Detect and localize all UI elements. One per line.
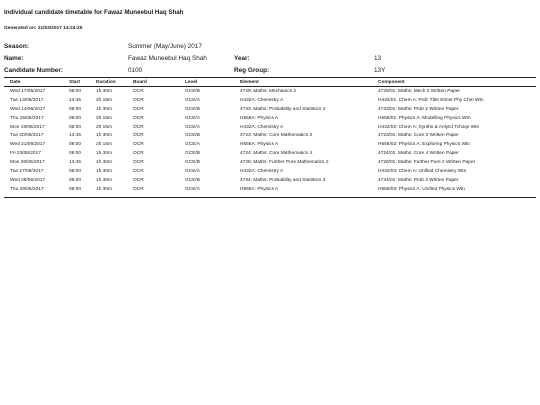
table-row [4,96,536,105]
cell-board: OCR [133,106,144,112]
cell-date: Wed 17/05/2017 [10,88,46,94]
table-row [4,176,536,185]
cell-board: OCR [133,115,144,121]
table-bottom-divider [4,197,536,198]
cell-duration: 2h 15m [96,115,112,121]
reg-group-value: 13Y [374,67,386,74]
cell-level: GCE/A [185,124,200,130]
cell-duration: 2h 15m [96,142,112,148]
cell-board: OCR [133,88,144,94]
cell-component: 4726/01: Maths: Further Pure 2 Written Paper [378,160,476,166]
cell-date: Mon 19/06/2017 [10,124,45,130]
header-element: Element [234,78,372,87]
cell-duration: 1h 30m [96,106,112,112]
year-value: 13 [374,55,382,62]
cell-date: Tue 20/06/2017 [10,133,44,139]
cell-component: H556/03: Physics A: Unified Physics Wtn [378,186,465,192]
cell-board: OCR [133,177,144,183]
cell-element: H556A: Physics A [240,142,279,148]
cell-level: GCE/A [185,168,200,174]
year-label: Year: [234,55,250,62]
cell-duration: 1h 30m [96,168,112,174]
table-body [4,87,536,194]
candidate-number-value: 0100 [128,67,143,74]
cell-start: 13:45 [69,160,82,166]
cell-date: Fri 23/06/2017 [10,151,41,157]
cell-component: 4723/01: Maths: Core 3 Written Paper [378,133,459,139]
cell-duration: 1h 30m [96,160,112,166]
cell-board: OCR [133,133,144,139]
cell-component: H432/02: Chem A: Synths & Anlytcl Tchnqs Wtn [378,124,480,130]
cell-start: 09:00 [69,177,82,183]
reg-group-label: Reg Group: [234,67,270,74]
header-component: Component [372,78,536,87]
cell-level: GCE/B [185,133,200,139]
cell-duration: 1h 30m [96,133,112,139]
season-value: Summer (May/June) 2017 [128,43,202,50]
header-duration: Duration [90,78,127,87]
cell-date: Wed 28/06/2017 [10,177,46,183]
cell-element: 4734: Maths: Probability and Statistics 3 [240,177,326,183]
cell-element: 4729: Maths: Mechanics 2 [240,88,296,94]
cell-component: H556/02: Physics A: Exploring Physics Wtn [378,142,470,148]
cell-level: GCE/A [185,97,200,103]
table-row [4,167,536,176]
header-board: Board [127,78,179,87]
cell-element: H556A: Physics A [240,115,279,121]
cell-start: 09:00 [69,88,82,94]
cell-component: H432/01: Chem A: Prdc Tble Elmnt Phy Chm Wtn [378,97,484,103]
header-level: Level [179,78,234,87]
cell-element: H432A: Chemistry A [240,124,284,130]
cell-level: GCE/A [185,115,200,121]
table-row [4,149,536,158]
cell-start: 09:00 [69,115,82,121]
cell-board: OCR [133,97,144,103]
cell-duration: 2h 15m [96,97,112,103]
header-date: Date [4,78,63,87]
cell-level: GCE/B [185,160,200,166]
cell-start: 09:00 [69,186,82,192]
cell-start: 13:45 [69,133,82,139]
cell-element: 4726: Maths: Further Pure Mathematics 2 [240,160,329,166]
cell-element: 4733: Maths: Probability and Statistics 2 [240,106,326,112]
table-row [4,105,536,114]
cell-date: Wed 21/06/2017 [10,142,46,148]
page-title: Individual candidate timetable for Fawaz Muneebul Haq Shah [4,9,184,16]
cell-level: GCE/B [185,151,200,157]
cell-element: H432A: Chemistry A [240,168,284,174]
cell-date: Tue 13/06/2017 [10,97,44,103]
cell-level: GCE/A [185,142,200,148]
table-row [4,114,536,123]
cell-start: 13:45 [69,97,82,103]
name-label: Name: [4,55,24,62]
cell-level: GCE/B [185,106,200,112]
cell-start: 09:00 [69,142,82,148]
cell-board: OCR [133,142,144,148]
cell-board: OCR [133,151,144,157]
cell-duration: 1h 30m [96,151,112,157]
table-row [4,140,536,149]
cell-date: Mon 26/06/2017 [10,160,45,166]
table-header-row [4,78,536,87]
cell-date: Tue 27/06/2017 [10,168,44,174]
cell-date: Wed 14/06/2017 [10,106,46,112]
generated-timestamp: Generated on: 21/03/2017 14:24:25 [4,26,83,31]
cell-board: OCR [133,124,144,130]
table-row [4,131,536,140]
cell-start: 09:00 [69,151,82,157]
table-row [4,185,536,194]
season-label: Season: [4,43,29,50]
cell-board: OCR [133,160,144,166]
cell-element: H556A: Physics A [240,186,279,192]
cell-component: 4729/01: Maths: Mech 2 Written Paper [378,88,461,94]
cell-element: 4724: Maths: Core Mathematics 4 [240,151,312,157]
cell-board: OCR [133,168,144,174]
candidate-number-label: Candidate Number: [4,67,63,74]
name-value: Fawaz Muneebul Haq Shah [128,55,207,62]
cell-level: GCE/B [185,88,200,94]
cell-level: GCE/B [185,177,200,183]
cell-component: H432/03: Chem A: Unified Chemistry Wtn [378,168,467,174]
timetable-table [4,78,536,194]
cell-date: Thu 15/06/2017 [10,115,44,121]
cell-component: 4724/01: Maths: Core 4 Written Paper [378,151,459,157]
table-row [4,158,536,167]
cell-duration: 1h 30m [96,177,112,183]
cell-duration: 2h 15m [96,124,112,130]
cell-start: 09:00 [69,168,82,174]
cell-date: Thu 29/06/2017 [10,186,44,192]
cell-start: 09:00 [69,124,82,130]
cell-board: OCR [133,186,144,192]
cell-duration: 1h 30m [96,186,112,192]
table-row [4,123,536,132]
header-start: Start [63,78,90,87]
table-row [4,87,536,96]
cell-start: 09:00 [69,106,82,112]
cell-element: 4723: Maths: Core Mathematics 3 [240,133,312,139]
cell-duration: 1h 30m [96,88,112,94]
cell-component: 4733/01: Maths: Prob 2 Written Paper [378,106,459,112]
cell-level: GCE/A [185,186,200,192]
cell-component: 4734/01: Maths: Prob 3 Written Paper [378,177,459,183]
cell-component: H556/01: Physics A: Modelling Physics Wtn [378,115,471,121]
cell-element: H432A: Chemistry A [240,97,284,103]
